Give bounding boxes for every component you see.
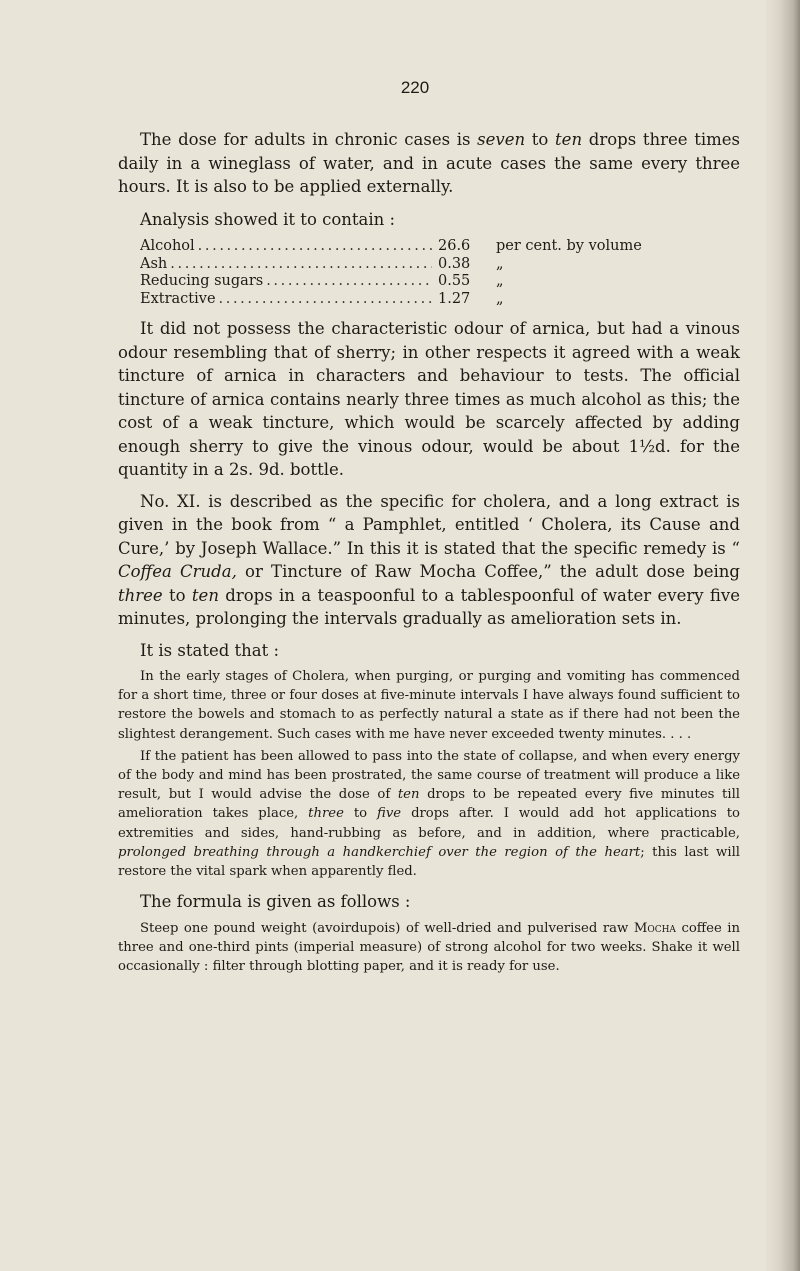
analysis-row-ash: [140, 256, 642, 274]
analysis-unit: „: [496, 273, 504, 289]
analysis-name: Reducing sugars: [140, 273, 266, 289]
analysis-value: 0.38: [438, 255, 471, 272]
analysis-unit: per cent. by volume: [496, 238, 642, 254]
quote-early-stages: In the early stages of Cholera, when purging, or purging and vomiting has commenced for a short time, three or four doses at five-minute intervals I have always found sufficient to restore the bowels and stomach to as perfectly natural a state as if there had not been the slightest derangement. Such cases with me have never exceeded twenty minutes. . . .: [118, 669, 740, 742]
quote-collapse: If the patient has been allowed to pass into the state of collapse, and when every energy of the body and mind has been prostrated, the same course of treatment will produce a like result, but I would advise the dose of ten drops to be repeated every five minutes till amelioration takes place, three to five drops after. I would add hot applications to extremities and sides, hand-rubbing as before, and in addition, where practicable, prolonged breathing through a handkerchief over the region of the heart; this last will restore the vital spark when apparently fled.: [118, 748, 741, 880]
analysis-table: [140, 238, 642, 308]
analysis-name: Extractive: [140, 291, 219, 307]
formula-intro: The formula is given as follows :: [140, 892, 411, 912]
paragraph-dose: The dose for adults in chronic cases is seven to ten drops three times daily in a wineglass of water, and in acute cases the same every three hours. It is also to be applied externally.: [118, 130, 740, 196]
page-body: [118, 128, 740, 976]
paragraph-xi: No. XI. is described as the specific for cholera, and a long extract is given in the book from “ a Pamphlet, entitled ‘ Cholera, its Cause and Cure,’ by Joseph Wallace.” In this it is stated that the specific remedy is “ Coffea Cruda, or Tincture of Raw Mocha Coffee,” the adult dose being three to ten drops in a teaspoonful to a tablespoonful of water every five minutes, prolonging the intervals gradually as amelioration sets in.: [118, 491, 740, 628]
analysis-value: 26.6: [438, 238, 471, 254]
analysis-value: 1.27: [438, 290, 471, 307]
analysis-name: Alcohol: [140, 238, 198, 254]
analysis-unit: „: [496, 255, 504, 272]
analysis-row-alcohol: [140, 238, 642, 256]
analysis-name: Ash: [140, 256, 170, 272]
analysis-row-extractive: [140, 291, 642, 309]
analysis-value: 0.55: [438, 273, 471, 289]
analysis-unit: „: [496, 290, 504, 307]
analysis-row-reducing-sugars: [140, 273, 642, 291]
formula-text: Steep one pound weight (avoirdupois) of well-dried and pulverised raw Mocha coffee in three and one-third pints (imperial measure) of strong alcohol for two weeks. Shake it well occasionally : filter through blotting paper, and it is ready for use.: [118, 920, 741, 975]
page-edge-shadow: [766, 0, 800, 1271]
page-number: 220: [400, 78, 430, 97]
stated-that: It is stated that :: [140, 640, 280, 660]
analysis-intro: Analysis showed it to contain :: [140, 209, 396, 229]
paragraph-arnica: It did not possess the characteristic odour of arnica, but had a vinous odour resembling that of sherry; in other respects it agreed with a weak tincture of arnica in characters and behaviour to tests. The official tincture of arnica contains nearly three times as much alcohol as this; the cost of a weak tincture, which would be scarcely affected by adding enough sherry to give the vinous odour, would be about 1½d. for the quantity in a 2s. 9d. bottle.: [118, 319, 740, 479]
